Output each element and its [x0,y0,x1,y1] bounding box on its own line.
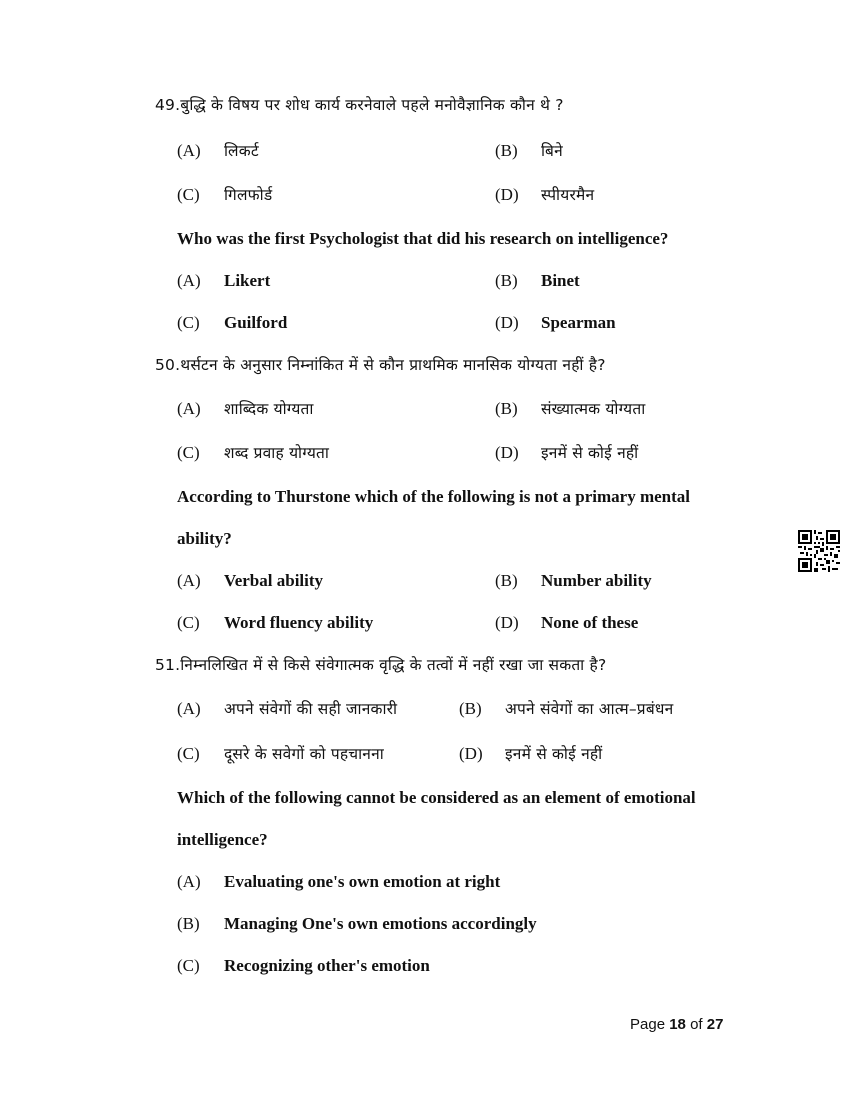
option-label: (A) [177,141,201,160]
option-label: (C) [177,613,200,632]
question-49-english-stem: Who was the first Psychologist that did his research on intelligence? [177,229,669,248]
option-text: दूसरे के सवेगों को पहचानना [224,745,384,763]
option-label: (A) [177,399,201,418]
question-number: 50. [155,356,181,374]
qr-code-icon [798,530,840,572]
option-text: Recognizing other's emotion [224,956,430,975]
option-text: स्पीयरमैन [541,186,595,204]
option-label: (B) [495,571,518,590]
option-label: (C) [177,185,200,204]
option-label: (B) [495,399,518,418]
question-number: 51. [155,656,181,674]
option-text: संख्यात्मक योग्यता [541,400,646,418]
page-footer [630,1016,723,1033]
question-text: निम्नलिखित में से किसे संवेगात्मक वृद्धि के तत्वों में नहीं रखा जा सकता है? [180,656,607,674]
option-text: Guilford [224,313,288,332]
option-text: शाब्दिक योग्यता [224,400,314,418]
option-label: (B) [177,914,200,933]
option-text: बिने [541,142,563,160]
option-text: Evaluating one's own emotion at right [224,872,501,891]
option-label: (C) [177,956,200,975]
option-label: (B) [495,141,518,160]
option-text: Managing One's own emotions accordingly [224,914,537,933]
option-label: (C) [177,313,200,332]
option-text: अपने संवेगों का आत्म–प्रबंधन [505,700,674,718]
question-51-english-stem-line2: intelligence? [177,830,268,849]
option-text: इनमें से कोई नहीं [541,444,639,462]
of-word: of [690,1016,703,1033]
option-label: (A) [177,271,201,290]
option-text: लिकर्ट [224,142,259,160]
option-label: (D) [495,613,519,632]
option-text: इनमें से कोई नहीं [505,745,603,763]
option-label: (C) [177,744,200,763]
question-49-hindi-stem [155,95,564,115]
question-text: बुद्धि के विषय पर शोध कार्य करनेवाले पहले मनोवैज्ञानिक कौन थे ? [180,96,564,114]
option-label: (D) [459,744,483,763]
option-text: Binet [541,271,580,290]
option-label: (D) [495,185,519,204]
option-text: None of these [541,613,639,632]
option-label: (B) [459,699,482,718]
option-text: Likert [224,271,271,290]
option-text: Spearman [541,313,616,332]
question-51-hindi-stem [155,655,606,675]
page-word: Page [630,1016,666,1033]
current-page-number: 18 [669,1016,686,1033]
question-text: थर्सटन के अनुसार निम्नांकित में से कौन प्राथमिक मानसिक योग्यता नहीं है? [180,356,606,374]
option-label: (A) [177,571,201,590]
option-label: (D) [495,313,519,332]
question-50-english-stem-line2: ability? [177,529,232,548]
option-text: शब्द प्रवाह योग्यता [224,444,330,462]
question-50-hindi-stem [155,355,606,375]
option-text: Number ability [541,571,652,590]
option-label: (A) [177,872,201,891]
option-label: (A) [177,699,201,718]
question-50-english-stem-line1: According to Thurstone which of the following is not a primary mental [177,487,690,506]
option-text: गिलफोर्ड [224,186,273,204]
question-51-english-stem-line1: Which of the following cannot be considered as an element of emotional [177,788,696,807]
question-number: 49. [155,96,181,114]
total-pages-number: 27 [706,1016,724,1033]
option-text: Word fluency ability [224,613,374,632]
option-text: Verbal ability [224,571,324,590]
option-text: अपने संवेगों की सही जानकारी [224,700,398,718]
option-label: (B) [495,271,518,290]
option-label: (D) [495,443,519,462]
option-label: (C) [177,443,200,462]
